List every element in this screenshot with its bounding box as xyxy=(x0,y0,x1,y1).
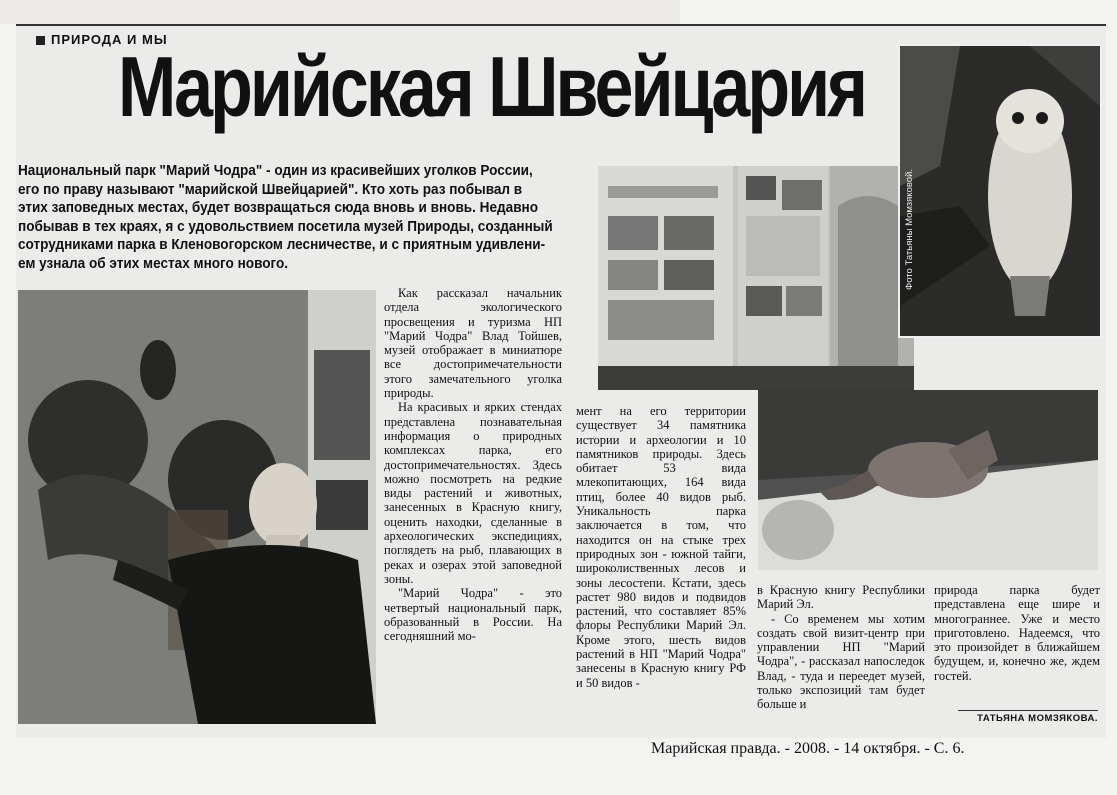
article-column-1 xyxy=(384,286,562,724)
lead-line: сотрудниками парка в Кленовогорском лесничестве, и с приятным удивлени- xyxy=(18,237,546,254)
author-signature: ТАТЬЯНА МОМЗЯКОВА. xyxy=(958,710,1098,724)
article-column-4 xyxy=(934,583,1100,708)
paragraph: в Красную книгу Республики Марий Эл. xyxy=(757,583,925,612)
lead-line: этих заповедных местах, будет возвращаться сюда вновь и вновь. Недавно xyxy=(18,200,539,217)
lead-line: ем узнала об этих местах много нового. xyxy=(18,255,289,272)
bibliographic-citation: Марийская правда. - 2008. - 14 октября. - С. 6. xyxy=(651,740,965,757)
lead-line: Национальный парк "Марий Чодра" - один из красивейших уголков России, xyxy=(18,163,533,179)
paragraph: - Со временем мы хотим создать свой визит-центр при управлении НП "Марий Чодра", - рассказал напоследок Влад, - туда и переедет музей, только экспозиций там будет больше и xyxy=(757,611,925,712)
paragraph: На красивых и ярких стендах представлена познавательная информация о природных комплексах парка, его достопримечательностях. Здесь можно посмотреть на редкие виды растений и животных, занесенных в Красную книгу, оценить находки, сделанные в археологических экспедициях, поглядеть на рыб, плавающих в реках и озерах этой заповедной зоны. xyxy=(384,400,562,586)
lead-line: его по праву называют "марийской Швейцарией". Кто хоть раз побывал в xyxy=(18,181,523,198)
lead-line: побывав в тех краях, я с удовольствием посетила музей Природы, созданный xyxy=(18,218,553,235)
rubric-text: ПРИРОДА И МЫ xyxy=(51,32,168,47)
article-headline: Марийская Швейцария xyxy=(118,39,865,135)
paragraph: "Марий Чодра" - это четвертый национальный парк, образованный в России. На сегодняшний мо- xyxy=(384,586,562,644)
scan-margin xyxy=(0,0,680,24)
photo-man-with-capercaillie xyxy=(18,290,376,724)
photo-credit: Фото Татьяны Момзяковой. xyxy=(904,168,915,290)
paragraph: Как рассказал начальник отдела экологического просвещения и туризма НП "Марий Чодра" Влад Тойшев, музей отображает в миниатюре все достопримечательности этого замечательного уголка природы. xyxy=(384,286,562,401)
article-column-2 xyxy=(576,404,746,724)
photo-owl xyxy=(898,44,1102,338)
photo-fox xyxy=(758,390,1098,570)
paragraph: природа парка будет представлена еще шире и многограннее. Уже и место приготовлено. Надеемся, что это произойдет в ближайшем будущем, и, конечно же, ждем гостей. xyxy=(934,583,1100,683)
article-column-3 xyxy=(757,583,925,725)
photo-museum-stands xyxy=(598,166,914,390)
article-lead xyxy=(18,162,553,274)
paragraph: мент на его территории существует 34 памятника истории и археологии и 10 памятников природы. Здесь обитает 53 вида млекопитающих, 164 вида птиц, более 40 видов рыб. Уникальность парка заключается в том, что находится он на стыке трех природных зон - южной тайги, широколиственных лесов и зоны лесостепи. Кстати, здесь растет 980 видов и подвидов растений, что составляет 85% флоры Республики Марий Эл. Кроме этого, шесть видов растений в НП "Марий Чодра" занесены в Красную книгу РФ и 50 видов - xyxy=(576,404,746,690)
